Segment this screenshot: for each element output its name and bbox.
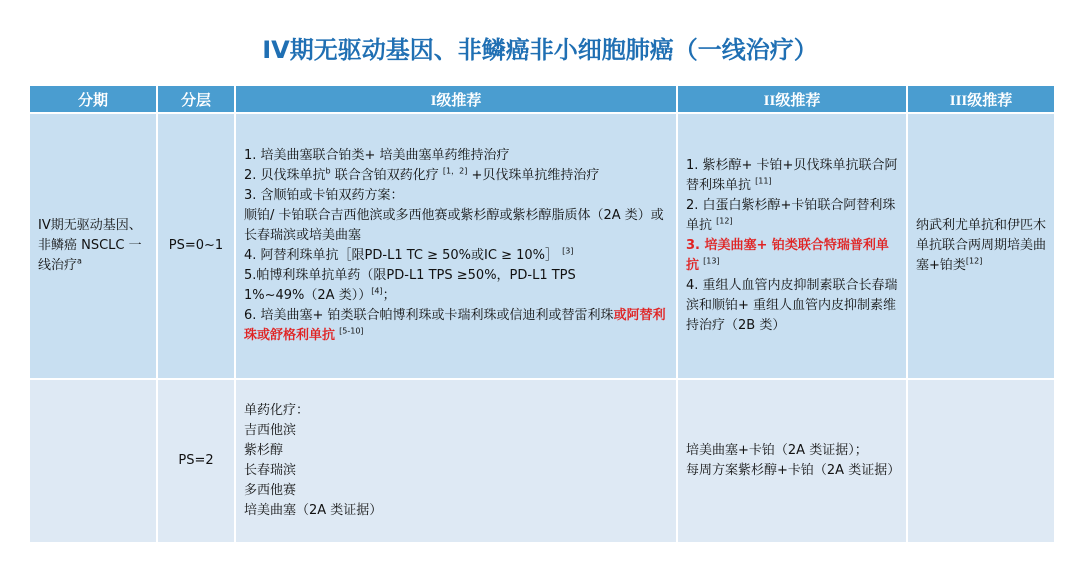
- level1-item-5-post: ；: [382, 288, 396, 303]
- header-level2: II级推荐: [678, 86, 906, 112]
- level2-item-1: [686, 156, 898, 196]
- header-level3: III级推荐: [908, 86, 1054, 112]
- level1-item-2: [244, 166, 668, 186]
- stage-cell-empty: [30, 380, 156, 542]
- level1-item-4-ref: [3]: [562, 246, 574, 256]
- level2-item-3-highlight: 3. 培美曲塞+ 铂类联合特瑞普利单抗: [686, 238, 889, 273]
- level2-cell: [678, 380, 906, 542]
- level1-line: 培美曲塞（2A 类证据）: [244, 503, 383, 518]
- level1-cell: [236, 380, 676, 542]
- level2-item-2: [686, 196, 898, 236]
- level2-item-1-text: 1. 紫杉醇+ 卡铂+贝伐珠单抗联合阿替利珠单抗: [686, 158, 898, 193]
- stage-text: IV期无驱动基因、非鳞癌 NSCLC 一线治疗: [38, 218, 142, 273]
- level1-item-2-mid: 联合含铂双药化疗: [330, 168, 443, 183]
- layer-cell: PS=2: [158, 380, 234, 542]
- level1-item-5-text: 5.帕博利珠单抗单药（限PD-L1 TPS ≥50%，PD-L1 TPS 1%~49%（2A 类））: [244, 268, 576, 303]
- layer-cell: PS=0~1: [158, 114, 234, 378]
- level1-line: 吉西他滨: [244, 423, 297, 438]
- level1-item-2-footnote: b: [325, 166, 331, 176]
- level2-item-2-text: 2. 白蛋白紫杉醇+卡铂联合阿替利珠单抗: [686, 198, 896, 233]
- level2-item-1-ref: [11]: [755, 176, 772, 186]
- level1-item-4: [244, 246, 668, 266]
- level1-item-3-detail: 顺铂/ 卡铂联合吉西他滨或多西他赛或紫杉醇或紫杉醇脂质体（2A 类）或长春瑞滨或培美曲塞: [244, 208, 664, 243]
- table-row: [30, 380, 1054, 542]
- level2-cell: [678, 114, 906, 378]
- level1-item-5-ref: [4]: [371, 286, 383, 296]
- level1-item-6-ref: [5-10]: [339, 326, 364, 336]
- level1-cell: [236, 114, 676, 378]
- level3-ref: [12]: [965, 256, 983, 266]
- level1-item-5: [244, 266, 668, 306]
- table-row: [30, 114, 1054, 378]
- level1-line: 长春瑞滨: [244, 463, 297, 478]
- stage-cell: [30, 114, 156, 378]
- page-title: IV期无驱动基因、非鳞癌非小细胞肺癌（一线治疗）: [262, 36, 818, 64]
- level1-item-6-highlight: 或阿替利珠或舒格利单抗: [244, 308, 666, 343]
- level1-item-3: 3. 含顺铂或卡铂双药方案：: [244, 188, 404, 203]
- level1-line: 单药化疗：: [244, 403, 310, 418]
- level1-item-4-text: 4. 阿替利珠单抗［限PD-L1 TC ≥ 50%或IC ≥ 10%］: [244, 248, 563, 263]
- level1-item-1: 1. 培美曲塞联合铂类+ 培美曲塞单药维持治疗: [244, 148, 510, 163]
- level1-item-6: [244, 306, 668, 346]
- level1-item-2-pre: 2. 贝伐珠单抗: [244, 168, 326, 183]
- level2-item-4: 4. 重组人血管内皮抑制素联合长春瑞滨和顺铂+ 重组人血管内皮抑制素维持治疗（2B 类）: [686, 278, 898, 333]
- level1-item-2-ref: [1，2]: [442, 166, 468, 176]
- level3-cell-empty: [908, 380, 1054, 542]
- level3-text: 纳武利尤单抗和伊匹木单抗联合两周期培美曲塞+铂类: [916, 218, 1047, 273]
- header-layer: 分层: [158, 86, 234, 112]
- level2-item-3-ref: [13]: [703, 256, 720, 266]
- level1-line: 多西他赛: [244, 483, 297, 498]
- level1-item-6-text: 6. 培美曲塞+ 铂类联合帕博利珠或卡瑞利珠或信迪利或替雷利珠: [244, 308, 614, 323]
- treatment-table: [28, 84, 1056, 544]
- stage-footnote: a: [77, 256, 82, 266]
- level2-line: 培美曲塞+卡铂（2A 类证据）；: [686, 443, 868, 458]
- table-header-row: [30, 86, 1054, 112]
- level2-item-3: [686, 236, 898, 276]
- level1-item-2-post: +贝伐珠单抗维持治疗: [467, 168, 600, 183]
- header-stage: 分期: [30, 86, 156, 112]
- level2-item-2-ref: [12]: [716, 216, 733, 226]
- level2-line: 每周方案紫杉醇+卡铂（2A 类证据）: [686, 463, 901, 478]
- header-level1: I级推荐: [236, 86, 676, 112]
- level1-line: 紫杉醇: [244, 443, 284, 458]
- level3-cell: [908, 114, 1054, 378]
